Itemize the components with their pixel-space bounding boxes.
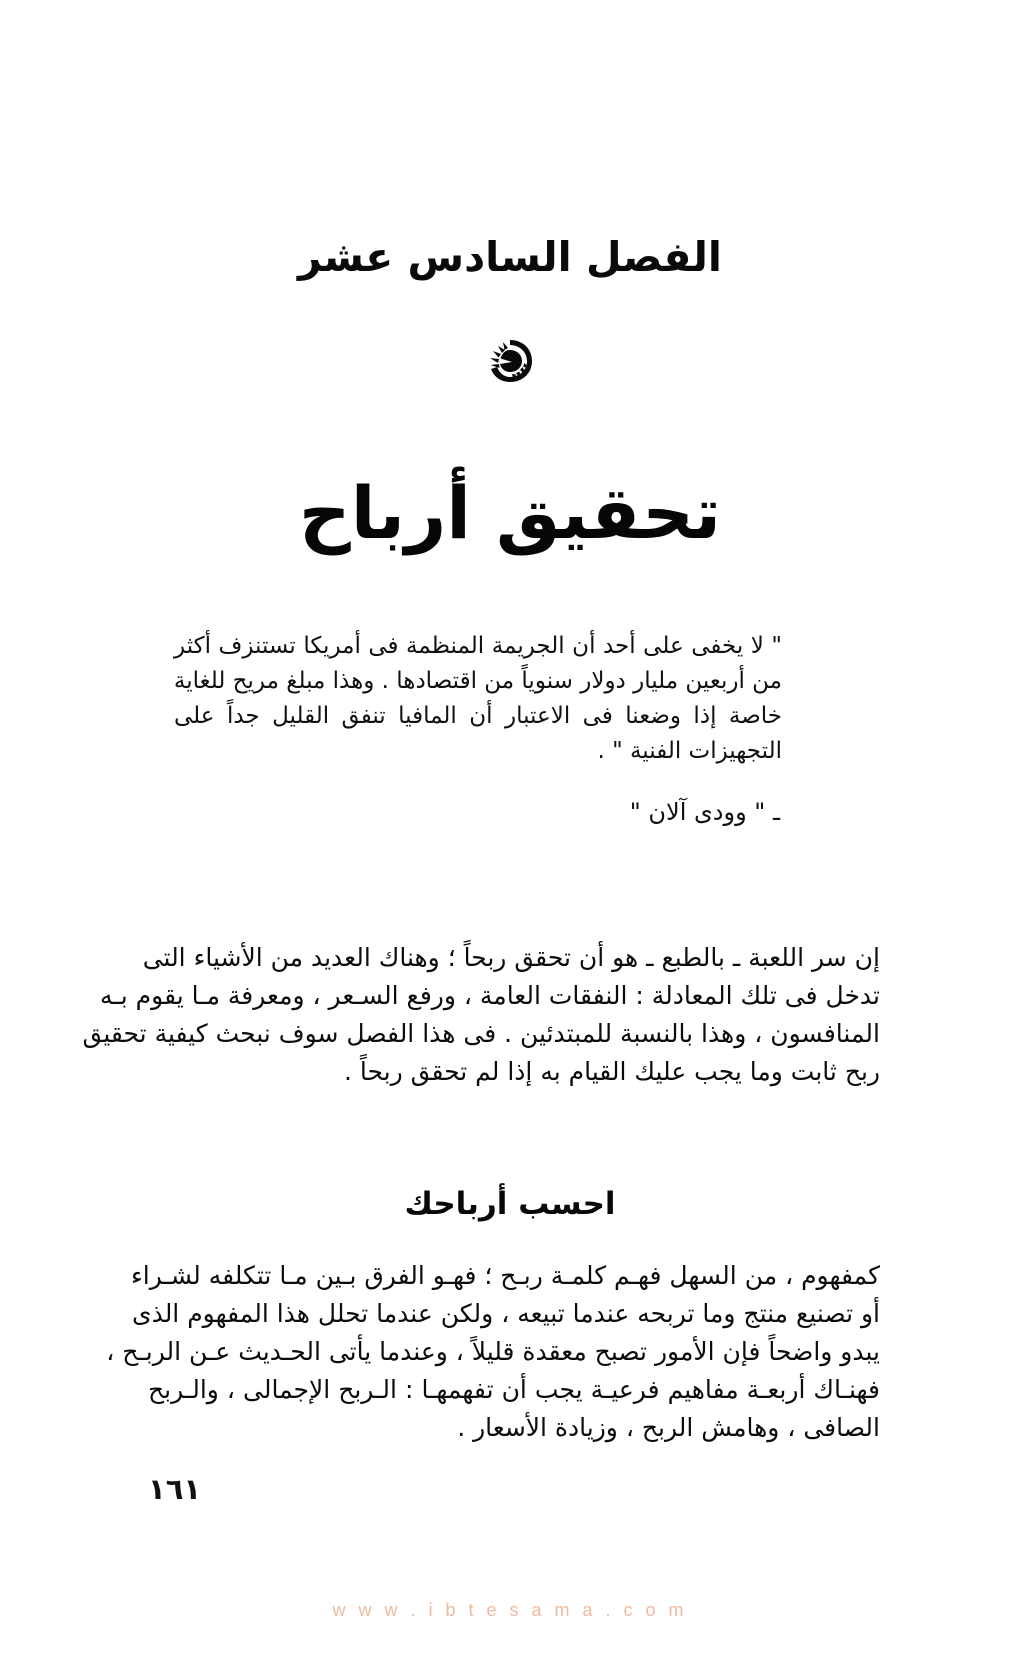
paragraph-line: يبدو واضحاً فإن الأمور تصبح معقدة قليلاً ، وعندما يأتى الحـديث عـن الربـح ،	[106, 1337, 880, 1366]
quote-line: خاصة إذا وضعنا فى الاعتبار أن المافيا تنفق القليل جداً على	[174, 703, 782, 729]
intro-paragraph	[82, 939, 880, 1091]
paragraph-line: إن سر اللعبة ـ بالطبع ـ هو أن تحقق ربحاً ؛ وهناك العديد من الأشياء التى	[142, 943, 880, 972]
quote-attribution: ـ " وودى آلان "	[629, 798, 780, 826]
section-heading: احسب أرباحك	[404, 1185, 616, 1222]
paragraph-line: فهنـاك أربعـة مفاهيم فرعيـة يجب أن تفهمهـا : الـربح الإجمالى ، والـربح	[148, 1375, 880, 1404]
paragraph-line: ربح ثابت وما يجب عليك القيام به إذا لم تحقق ربحاً .	[343, 1057, 880, 1086]
quote-line: " لا يخفى على أحد أن الجريمة المنظمة فى أمريكا تستنزف أكثر	[174, 633, 782, 659]
quote-line: من أربعين مليار دولار سنوياً من اقتصادها . وهذا مبلغ مريح للغاية	[173, 668, 782, 694]
page-title: تحقيق أرباح	[298, 471, 722, 556]
calculate-profits-paragraph	[106, 1257, 880, 1447]
paragraph-line: أو تصنيع منتج وما تربحه عندما تبيعه ، ولكن عندما تحلل هذا المفهوم الذى	[132, 1299, 880, 1328]
paragraph-line: كمفهوم ، من السهل فهـم كلمـة ربـح ؛ فهـو الفرق بـين مـا تتكلفه لشـراء	[131, 1261, 880, 1290]
chapter-ornament	[0, 332, 1020, 390]
quote-line: التجهيزات الفنية " .	[597, 738, 782, 764]
epigraph-quote	[174, 629, 782, 769]
watermark: w w w . i b t e s a m a . c o m	[332, 1600, 688, 1620]
paragraph-line: المنافسون ، وهذا بالنسبة للمبتدئين . فى هذا الفصل سوف نبحث كيفية تحقيق	[82, 1019, 880, 1048]
paragraph-line: الصافى ، وهامش الربح ، وزيادة الأسعار .	[457, 1413, 880, 1442]
spiral-shell-ornament-icon	[481, 332, 539, 390]
page-number: ١٦١	[148, 1472, 202, 1506]
chapter-label: الفصل السادس عشر	[298, 233, 722, 281]
paragraph-line: تدخل فى تلك المعادلة : النفقات العامة ، ورفع السـعر ، ومعرفة مـا يقوم بـه	[100, 981, 880, 1010]
